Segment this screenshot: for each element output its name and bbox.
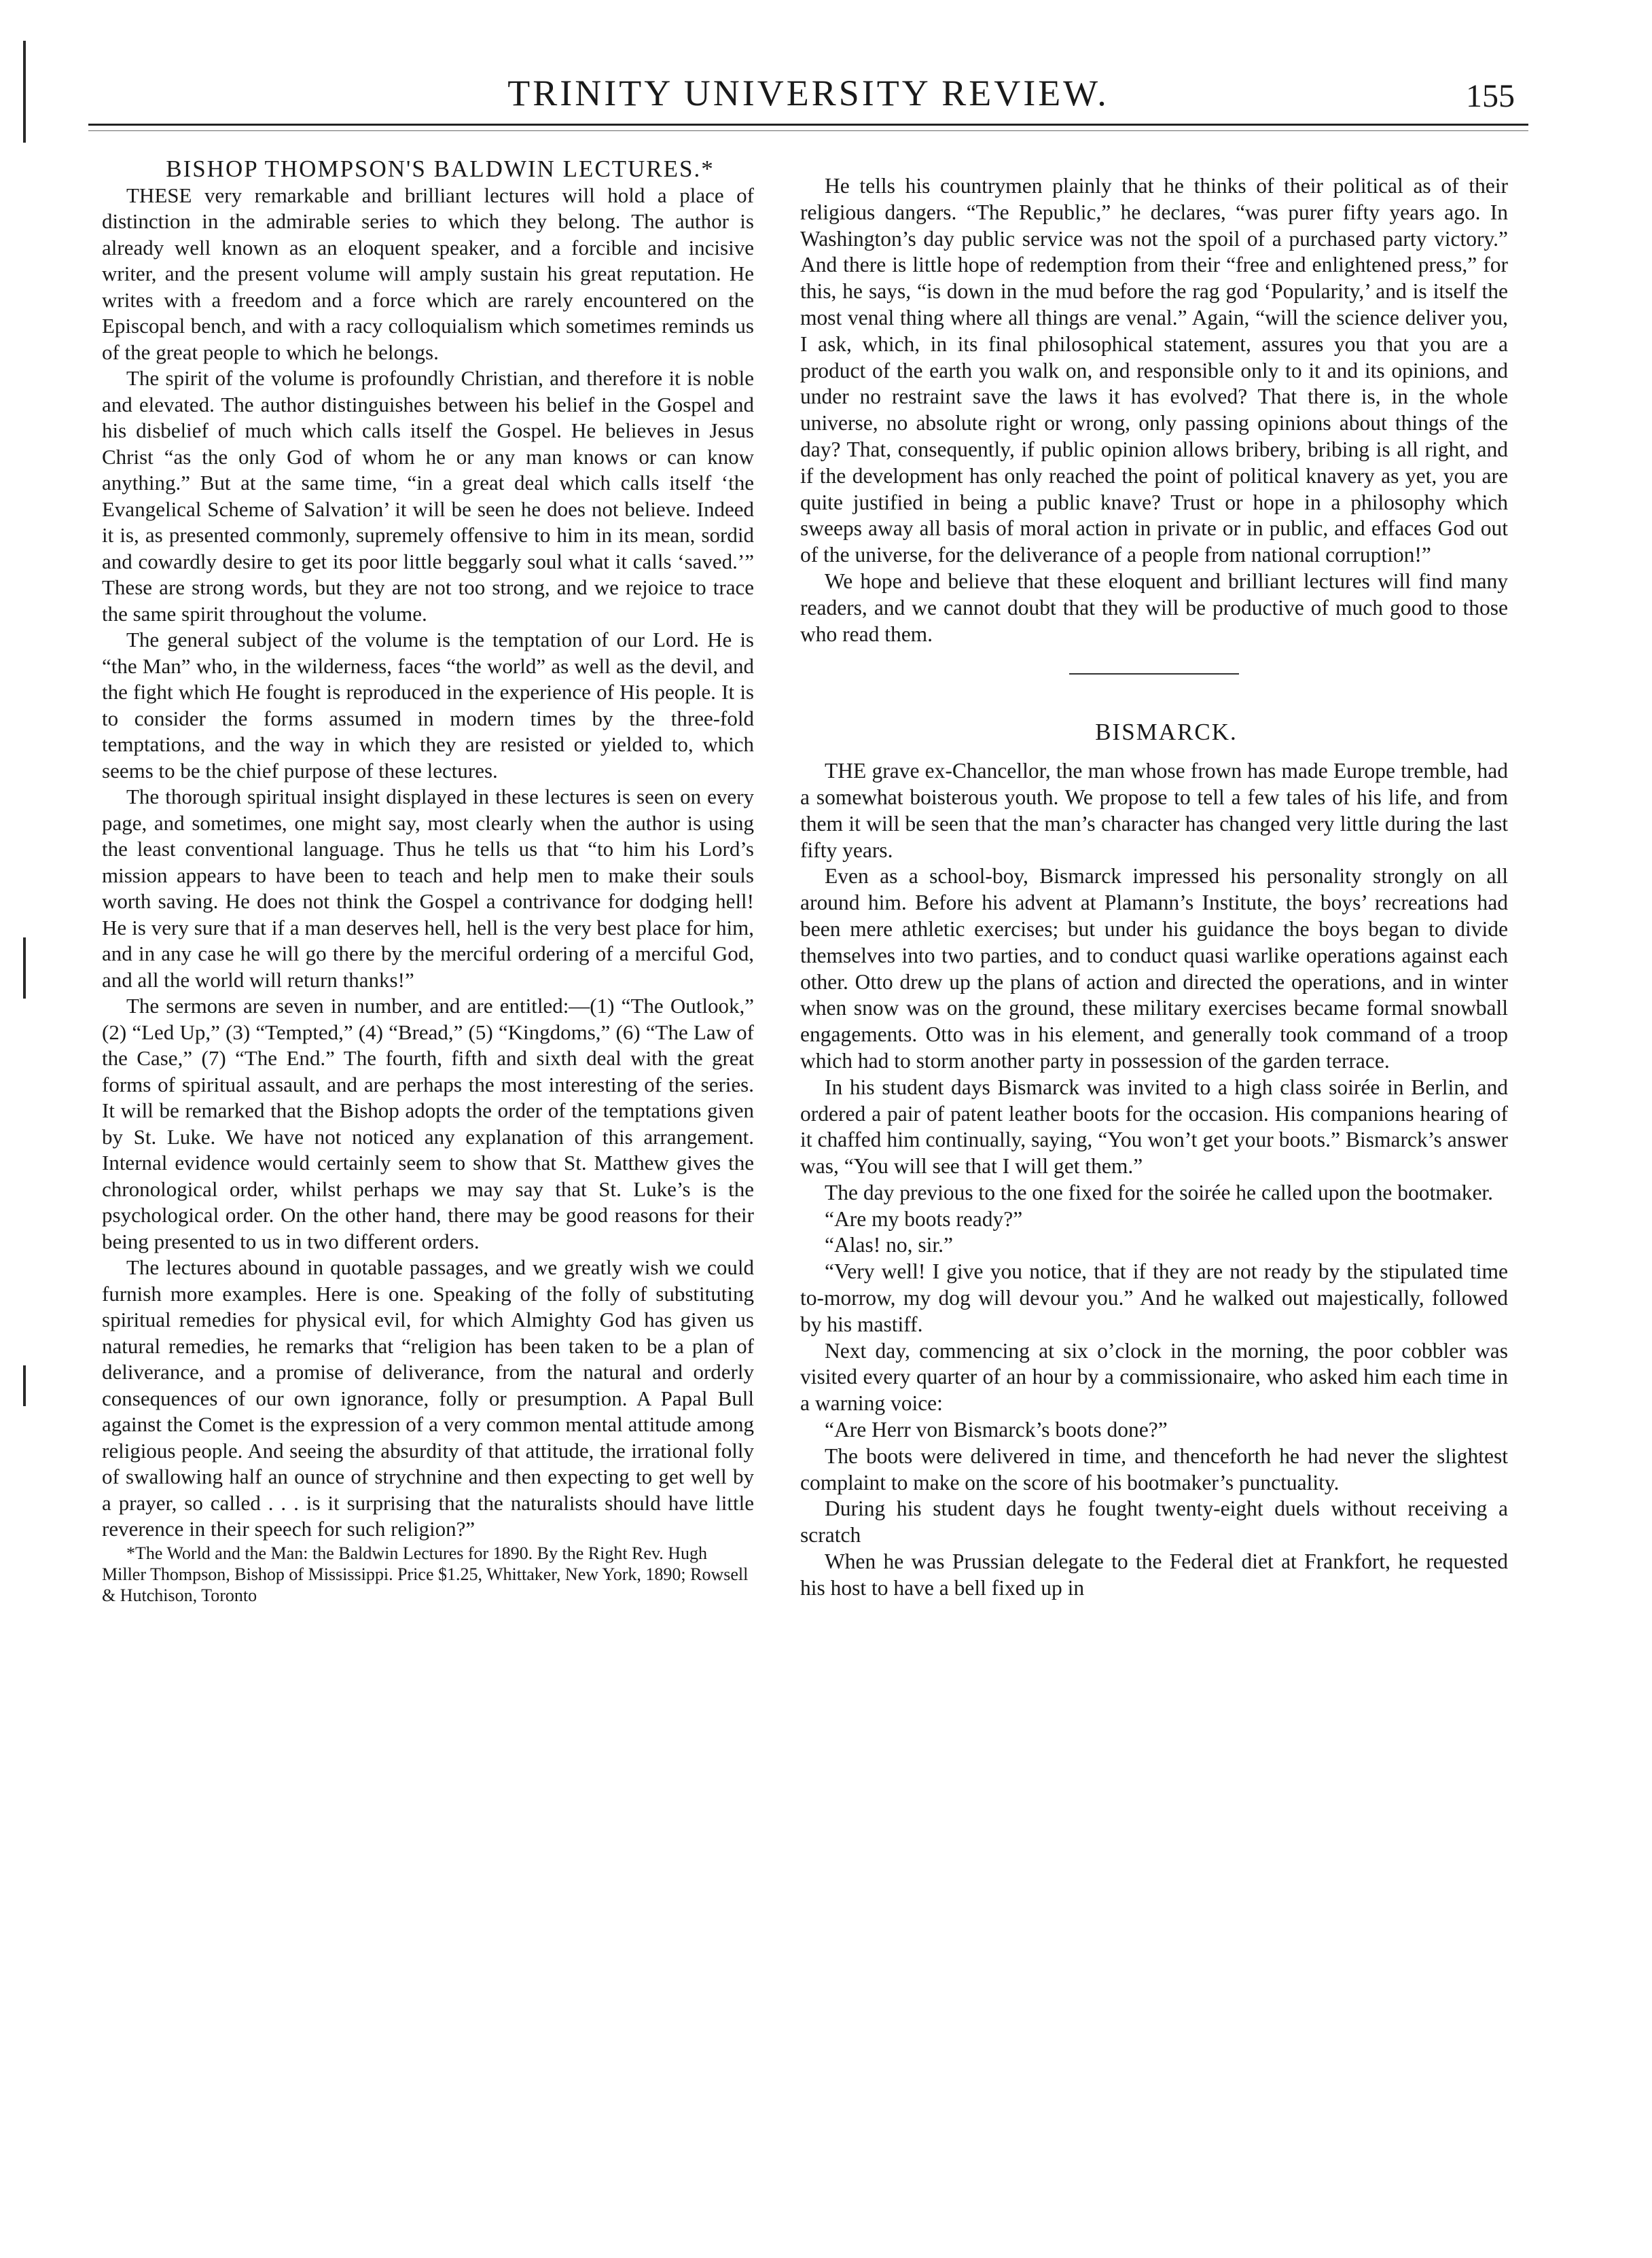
paragraph: The thorough spiritual insight displayed in these lectures is seen on every page, and sometimes, one might say, most clearly when the author is using the least conventional language. Thus he tells us that “to him his Lord’s mission appears to have been to teach and help men to make their souls worth saving. He does not think the Gospel a contrivance for dodging hell! He is very sure that if a man deserves hell, hell is the very best place for him, and in any case he will go there by the merciful ordering of a merciful God, and all the world will return thanks!”	[102, 785, 754, 992]
article-heading: BISHOP THOMPSON'S BALDWIN LECTURES.*	[166, 156, 715, 182]
paragraph: THESE very remarkable and brilliant lectures will hold a place of distinction in the admirable series to which they belong. The author is already well known as an eloquent speaker, and a forcible and incisive writer, and the present volume will amply sustain his great reputation. He writes with a freedom and a force which are rarely encountered on the Episcopal bench, and with a racy colloquialism which sometimes reminds us of the great people to which he belongs.	[102, 183, 754, 364]
header-rule	[88, 124, 1528, 126]
paragraph: The boots were delivered in time, and thenceforth he had never the slightest complaint to make on the score of his bootmaker’s punctuality.	[800, 1444, 1508, 1494]
paragraph: The lectures abound in quotable passages, and we greatly wish we could furnish more examples. Here is one. Speaking of the folly of substituting spiritual remedies for physical evil, for which Almighty God has given us natural remedies, he remarks that “religion has been taken to be a plan of deliverance, and a promise of deliverance, from the natural and orderly consequences of our own ignorance, folly or presumption. A Papal Bull against the Comet is the expression of a very common mental attitude among religious people. And seeing the absurdity of that attitude, the irrational folly of swallowing half an ounce of strychnine and then expecting to get well by a prayer, so called . . . is it surprising that the naturalists should have little reverence in their speech for such religion?”	[102, 1255, 754, 1541]
binding-edge-mark	[23, 937, 26, 999]
paragraph: The spirit of the volume is profoundly Christian, and therefore it is noble and elevated. The author distinguishes between his belief in the Gospel and his disbelief of much which calls itself the Gospel. He believes in Jesus Christ “as the only God of whom he or any man knows or can know anything.” But at the same time, “in a great deal which calls itself ‘the Evangelical Scheme of Salvation’ it will be seen he does not believe. Indeed it is, as presented commonly, supremely offensive to him in its mean, sordid and cowardly desire to get its poor little beggarly soul what it calls ‘saved.’” These are strong words, but they are not too strong, and we rejoice to trace the same spirit throughout the volume.	[102, 366, 754, 626]
paragraph: Next day, commencing at six o’clock in the morning, the poor cobbler was visited every quarter of an hour by a commissionaire, who asked him each time in a warning voice:	[800, 1338, 1508, 1416]
paragraph: We hope and believe that these eloquent and brilliant lectures will find many readers, and we cannot doubt that they will be productive of much good to those who read them.	[800, 569, 1508, 646]
dialogue-line: “Are my boots ready?”	[825, 1206, 1023, 1231]
paragraph: The general subject of the volume is the temptation of our Lord. He is “the Man” who, in the wilderness, faces “the world” as well as the devil, and the fight which He fought is reproduced in the experience of His people. It is to consider the forms assumed in modern times by the three-fold temptations, and the way in which they are resisted or yielded to, which seems to be the chief purpose of these lectures.	[102, 628, 754, 783]
binding-edge-mark	[23, 41, 26, 143]
dialogue-line: “Very well! I give you notice, that if they are not ready by the stipulated time to-morrow, my dog will devour you.” And he walked out majestically, followed by his mastiff.	[800, 1259, 1508, 1336]
article-heading: BISMARCK.	[1095, 719, 1238, 746]
left-column	[102, 156, 754, 1606]
running-header	[88, 72, 1528, 126]
dialogue-line: “Are Herr von Bismarck’s boots done?”	[825, 1418, 1168, 1442]
paragraph: The day previous to the one fixed for the soirée he called upon the bootmaker.	[825, 1180, 1494, 1204]
journal-title: TRINITY UNIVERSITY REVIEW.	[507, 73, 1109, 113]
paragraph: Even as a school-boy, Bismarck impressed his personality strongly on all around him. Before his advent at Plamann’s Institute, the boys’ recreations had been mere athletic exercises; but under his guidance the boys began to divide themselves into two parties, and to conduct quasi warlike operations against each other. Otto drew up the plans of action and directed the operations, and in winter when snow was on the ground, these military exercises became formal snowball engagements. Otto was in his element, and generally took command of a troop which had to storm another party in possession of the garden terrace.	[800, 864, 1508, 1073]
section-separator	[1069, 673, 1239, 675]
right-column	[800, 173, 1508, 1602]
dialogue-line: “Alas! no, sir.”	[825, 1233, 953, 1257]
footnote: *The World and the Man: the Baldwin Lectures for 1890. By the Right Rev. Hugh Miller Thompson, Bishop of Mississippi. Price $1.25, Whittaker, New York, 1890; Rowsell & Hutchison, Toronto	[102, 1543, 749, 1605]
paragraph: In his student days Bismarck was invited to a high class soirée in Berlin, and ordered a pair of patent leather boots for the occasion. His companions hearing of it chaffed him continually, saying, “You won’t get your boots.” Bismarck’s answer was, “You will see that I will get them.”	[800, 1075, 1508, 1179]
paragraph: THE grave ex-Chancellor, the man whose frown has made Europe tremble, had a somewhat boisterous youth. We propose to tell a few tales of his life, and from them it will be seen that the man’s character has changed very little during the last fifty years.	[800, 759, 1508, 862]
paragraph: During his student days he fought twenty-eight duels without receiving a scratch	[800, 1497, 1508, 1547]
page-number: 155	[1466, 78, 1515, 114]
header-rule-thin	[88, 130, 1528, 131]
binding-edge-mark	[23, 1365, 26, 1406]
paragraph: He tells his countrymen plainly that he thinks of their political as of their religious dangers. “The Republic,” he declares, “was purer fifty years ago. In Washington’s day public service was not the spoil of a purchased party victory.” And there is little hope of redemption from their “free and enlightened press,” for this, he says, “is down in the mud before the rag god ‘Popularity,’ and is itself the most venal thing where all things are venal.” Again, “will the science deliver you, I ask, which, in its final philosophical statement, assures you that you are a product of the earth you walk on, and responsible only to it and its opinions, and under no restraint save the laws it has evolved? That there is, in the whole universe, no absolute right or wrong, only passing opinions about things of the day? That, consequently, if public opinion allows bribery, bribing is all right, and if the development has only reached the point of political knavery as yet, you are quite justified in being a public knave? Trust or hope in a philosophy which sweeps away all basis of moral action in private or in public, and effaces God out of the universe, for the deliverance of a people from national corruption!”	[800, 174, 1508, 567]
paragraph: When he was Prussian delegate to the Federal diet at Frankfort, he requested his host to have a bell fixed up in	[800, 1549, 1508, 1600]
paragraph: The sermons are seven in number, and are entitled:—(1) “The Outlook,” (2) “Led Up,” (3) “Tempted,” (4) “Bread,” (5) “Kingdoms,” (6) “The Law of the Case,” (7) “The End.” The fourth, fifth and sixth deal with the great forms of spiritual assault, and are perhaps the most interesting of the series. It will be remarked that the Bishop adopts the order of the temptations given by St. Luke. We have not noticed any explanation of this arrangement. Internal evidence would certainly seem to show that St. Matthew gives the chronological order, whilst perhaps we may say that St. Luke’s is the psychological order. On the other hand, there may be good reasons for their being presented to us in two different orders.	[102, 994, 754, 1253]
